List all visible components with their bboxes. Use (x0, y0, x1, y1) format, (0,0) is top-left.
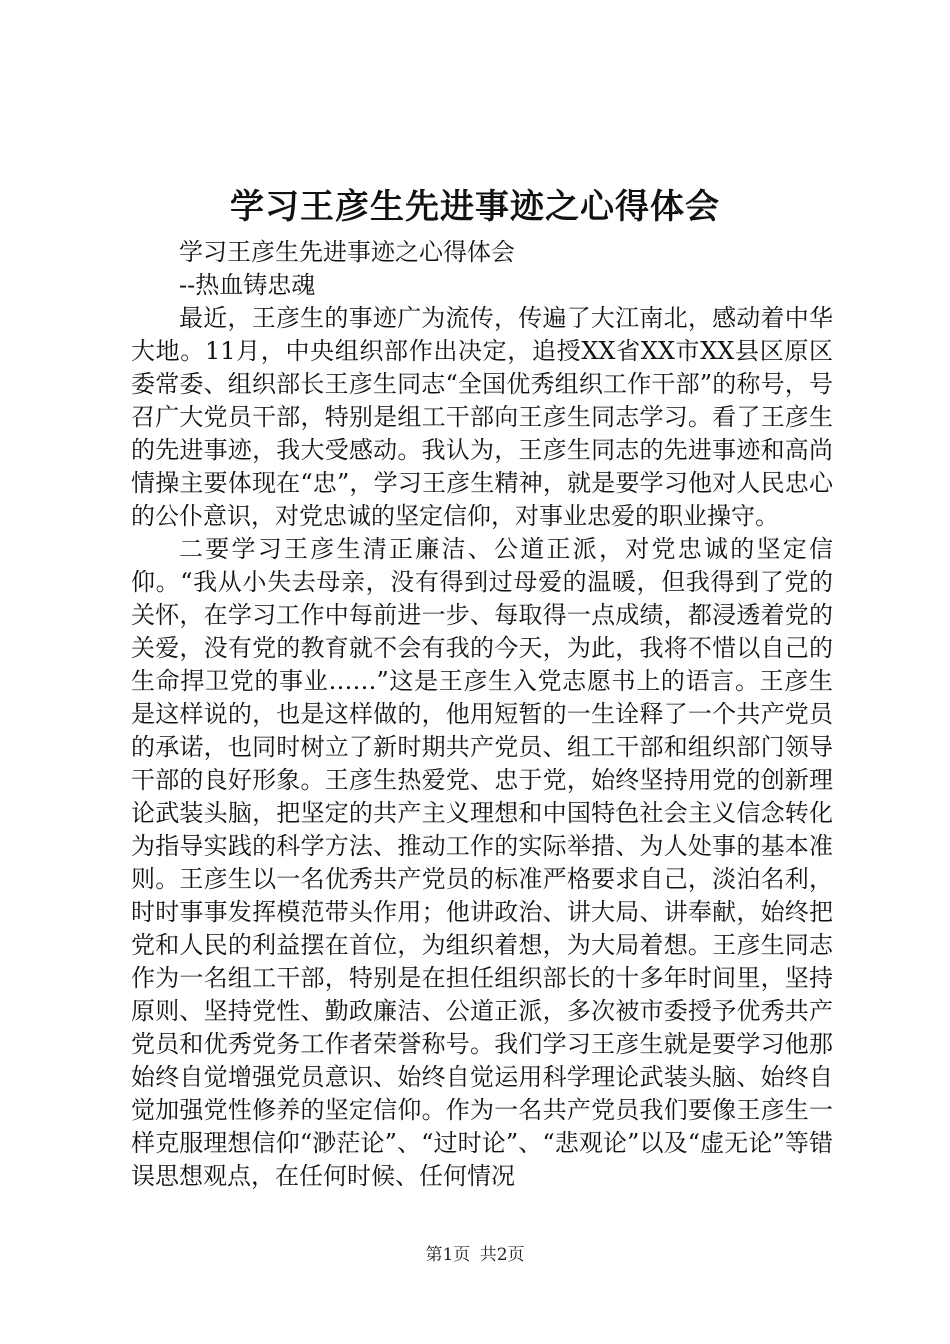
document-body (131, 236, 833, 1193)
paragraph-tagline: --热血铸忠魂 (179, 271, 316, 299)
page-footer (0, 1243, 950, 1267)
document-title: 学习王彦生先进事迹之心得体会 (230, 187, 720, 227)
paragraph-subtitle: 学习王彦生先进事迹之心得体会 (179, 238, 515, 266)
paragraph-intro: 最近，王彦生的事迹广为流传，传遍了大江南北，感动着中华大地。11月，中央组织部作出决定，追授XX省XX市XX县区原区委常委、组织部长王彦生同志“全国优秀组织工作干部”的称号，号召广大党员干部，特别是组工干部向王彦生同志学习。看了王彦生的先进事迹，我大受感动。我认为，王彦生同志的先进事迹和高尚情操主要体现在“忠”，学习王彦生精神，就是要学习他对人民忠心的公仆意识，对党忠诚的坚定信仰，对事业忠爱的职业操守。 (131, 304, 833, 530)
page-total: 共2页 (479, 1245, 525, 1265)
page-number: 第1页 (425, 1245, 471, 1265)
paragraph-second-point: 二要学习王彦生清正廉洁、公道正派，对党忠诚的坚定信仰。“我从小失去母亲，没有得到过母爱的温暖，但我得到了党的关怀，在学习工作中每前进一步、每取得一点成绩，都浸透着党的关爱，没有党的教育就不会有我的今天，为此，我将不惜以自己的生命捍卫党的事业……”这是王彦生入党志愿书上的语言。王彦生是这样说的，也是这样做的，他用短暂的一生诠释了一个共产党员的承诺，也同时树立了新时期共产党员、组工干部和组织部门领导干部的良好形象。王彦生热爱党、忠于党，始终坚持用党的创新理论武装头脑，把坚定的共产主义理想和中国特色社会主义信念转化为指导实践的科学方法、推动工作的实际举措、为人处事的基本准则。王彦生以一名优秀共产党员的标准严格要求自己，淡泊名利，时时事事发挥模范带头作用；他讲政治、讲大局、讲奉献，始终把党和人民的利益摆在首位，为组织着想，为大局着想。王彦生同志作为一名组工干部，特别是在担任组织部长的十多年时间里，坚持原则、坚持党性、勤政廉洁、公道正派，多次被市委授予优秀共产党员和优秀党务工作者荣誉称号。我们学习王彦生就是要学习他那始终自觉增强党员意识、始终自觉运用科学理论武装头脑、始终自觉加强党性修养的坚定信仰。作为一名共产党员我们要像王彦生一样克服理想信仰“渺茫论”、“过时论”、“悲观论”以及“虚无论”等错误思想观点，在任何时候、任何情况 (131, 535, 833, 1190)
